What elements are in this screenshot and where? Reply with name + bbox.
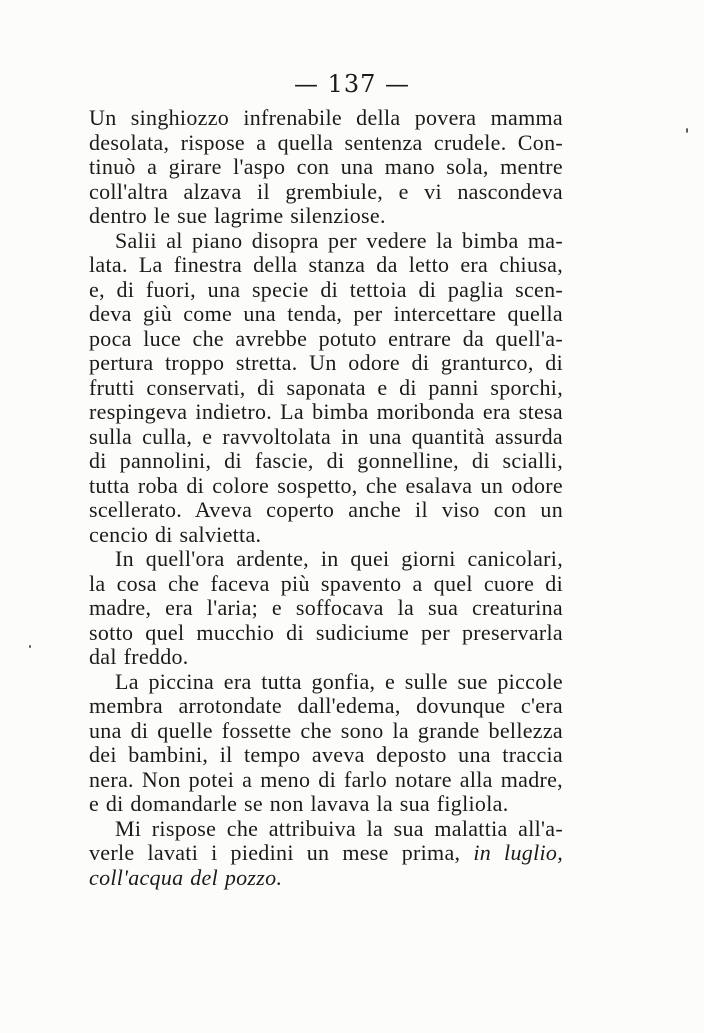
line-text: e, di fuori, una specie di tettoia di paglia scen- (89, 276, 563, 302)
line-text: Salii al piano disopra per vedere la bimba ma- (115, 227, 563, 253)
line-text: e di domandarle se non lavava la sua figliola. (89, 791, 509, 816)
text-line (89, 694, 563, 719)
text-line (89, 817, 563, 842)
text-line (89, 621, 563, 646)
line-text: deva giù come una tenda, per intercettare quella (89, 301, 563, 326)
line-text: respingeva indietro. La bimba moribonda era stesa (89, 399, 563, 424)
line-text: dei bambini, il tempo aveva deposto una traccia (89, 742, 563, 767)
paper-speck (686, 128, 688, 133)
text-line (89, 327, 563, 352)
text-line (89, 253, 563, 278)
text-line (89, 351, 563, 376)
text-line (89, 376, 563, 401)
text-line (89, 229, 563, 254)
text-line (89, 449, 563, 474)
text-line (89, 572, 563, 597)
line-text: lata. La finestra della stanza da letto era chiusa, (89, 252, 563, 277)
line-text: pertura troppo stretta. Un odore di granturco, di (89, 350, 563, 375)
text-line (89, 866, 563, 891)
line-text: madre, era l'aria; e soffocava la sua creaturina (89, 595, 563, 620)
text-line (89, 302, 563, 327)
line-text: In quell'ora ardente, in quei giorni canicolari, (115, 546, 563, 571)
italic-text: coll'acqua del pozzo. (89, 864, 283, 890)
line-text: sotto quel mucchio di sudiciume per preservarla (89, 619, 563, 645)
text-line (89, 474, 563, 499)
text-line (89, 400, 563, 425)
text-line (89, 523, 563, 548)
line-text: coll'altra alzava il grembiule, e vi nascondeva (89, 178, 563, 204)
text-line (89, 155, 563, 180)
text-line (89, 768, 563, 793)
line-text: verle lavati i piedini un mese prima, (89, 840, 461, 865)
line-text: scellerato. Aveva coperto anche il viso con un (89, 497, 563, 522)
text-line (89, 106, 563, 131)
line-text: nera. Non potei a meno di farlo notare alla madre, (89, 766, 563, 792)
text-line (89, 596, 563, 621)
line-text: dal freddo. (89, 644, 189, 669)
text-line (89, 719, 563, 744)
page-number: — 137 — (293, 70, 411, 98)
text-line (89, 743, 563, 768)
line-text: una di quelle fossette che sono la grande bellezza (89, 717, 563, 743)
text-line (89, 645, 563, 670)
line-text: di pannolini, di fascie, di gonnelline, di scialli, (89, 448, 563, 473)
line-text: cencio di salvietta. (89, 521, 262, 547)
line-text: la cosa che faceva più spavento a quel cuore di (89, 570, 563, 596)
line-text: desolata, rispose a quella sentenza crudele. Con- (89, 129, 563, 155)
text-line (89, 498, 563, 523)
text-line (89, 792, 563, 817)
text-line (89, 547, 563, 572)
body-text (89, 106, 563, 890)
text-line (89, 670, 563, 695)
italic-text: in luglio, (473, 840, 563, 865)
line-text: tutta roba di colore sospetto, che esalava un odore (89, 472, 563, 498)
line-text: dentro le sue lagrime silenziose. (89, 203, 386, 228)
text-line (89, 131, 563, 156)
line-text: tinuò a girare l'aspo con una mano sola, mentre (89, 154, 563, 179)
line-text: La piccina era tutta gonfia, e sulle sue piccole (115, 668, 563, 694)
line-text: Mi rispose che attribuiva la sua malattia all'a- (115, 815, 563, 841)
line-text: sulla culla, e ravvoltolata in una quantità assurda (89, 423, 563, 449)
line-text: frutti conservati, di saponata e di panni sporchi, (89, 374, 563, 400)
text-line (89, 425, 563, 450)
line-text: poca luce che avrebbe potuto entrare da quell'a- (89, 325, 563, 351)
text-line (89, 278, 563, 303)
line-text: membra arrotondate dall'edema, dovunque c'era (89, 693, 563, 718)
text-line (89, 204, 563, 229)
paper-speck (29, 645, 31, 648)
line-text: Un singhiozzo infrenabile della povera mamma (89, 105, 563, 130)
text-line (89, 180, 563, 205)
text-line (89, 841, 563, 866)
